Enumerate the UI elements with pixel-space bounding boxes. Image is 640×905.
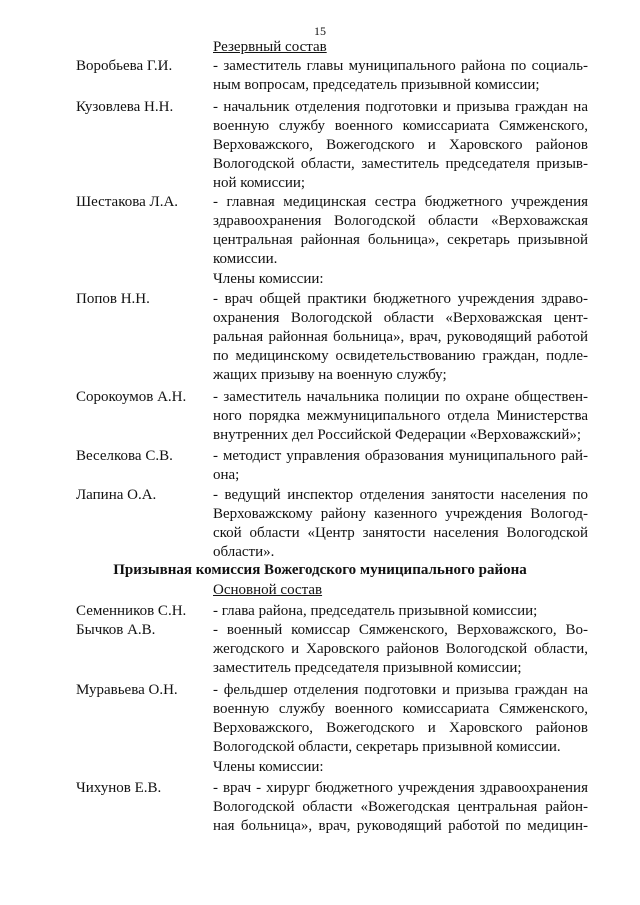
member-role-line: Верховажскому району казенного учреждения Вологод- — [213, 506, 588, 522]
member-role-line: внутренних дел Российской Федерации «Верховажский»; — [213, 427, 582, 443]
member-role-line: она; — [213, 467, 240, 483]
member-role-line: ная больница», врач, руководящий работой по медицин- — [213, 818, 588, 834]
member-role-line: - главная медицинская сестра бюджетного учреждения — [213, 194, 588, 210]
member-role-line: - заместитель начальника полиции по охране обществен- — [213, 389, 588, 405]
member-name: Муравьева О.Н. — [76, 682, 178, 698]
member-name: Кузовлева Н.Н. — [76, 99, 174, 115]
member-role-line: заместитель председателя призывной комиссии; — [213, 660, 522, 676]
member-name: Воробьева Г.И. — [76, 58, 173, 74]
member-role-line: - глава района, председатель призывной комиссии; — [213, 603, 538, 619]
reserve-composition-label: Резервный состав — [213, 39, 327, 55]
member-name: Чихунов Е.В. — [76, 780, 162, 796]
member-role-line: - ведущий инспектор отделения занятости населения по — [213, 487, 588, 503]
member-name: Лапина О.А. — [76, 487, 157, 503]
section-heading: Призывная комиссия Вожегодского муниципального района — [113, 562, 527, 578]
member-role-line: военную службу военного комиссариата Сямженского, — [213, 118, 588, 134]
member-role-line: - врач - хирург бюджетного учреждения здравоохранения — [213, 780, 588, 796]
member-role-line: ного порядка межмуниципального отдела Министерства — [213, 408, 588, 424]
member-role-line: - врач общей практики бюджетного учреждения здраво- — [213, 291, 588, 307]
member-name: Шестакова Л.А. — [76, 194, 179, 210]
member-role-line: - фельдшер отделения подготовки и призыва граждан на — [213, 682, 588, 698]
member-role-line: - заместитель главы муниципального района по социаль- — [213, 58, 588, 74]
member-role-line: ным вопросам, председатель призывной комиссии; — [213, 77, 540, 93]
member-role-line: Вологодской области, заместитель председателя призыв- — [213, 156, 588, 172]
member-role-line: жащих призыву на военную службу; — [213, 367, 447, 383]
member-role-line: ской области «Центр занятости населения Вологодской — [213, 525, 588, 541]
member-role-line: области». — [213, 544, 275, 560]
member-role-line: охранения Вологодской области «Верховажская цент- — [213, 310, 588, 326]
member-role-line: здравоохранения Вологодской области «Верховажская — [213, 213, 588, 229]
member-role-line: - методист управления образования муниципального рай- — [213, 448, 588, 464]
member-name: Бычков А.В. — [76, 622, 156, 638]
member-role-line: Верховажского, Вожегодского и Харовского районов — [213, 137, 588, 153]
member-role-line: по медицинскому освидетельствованию граждан, подле- — [213, 348, 588, 364]
members-label: Члены комиссии: — [213, 759, 324, 775]
member-role-line: Вологодской области «Вожегодская центральная район- — [213, 799, 588, 815]
member-role-line: Вологодской области, секретарь призывной комиссии. — [213, 739, 561, 755]
members-label: Члены комиссии: — [213, 271, 324, 287]
main-composition-label: Основной состав — [213, 582, 323, 598]
member-role-line: Верховажского, Вожегодского и Харовского районов — [213, 720, 588, 736]
member-role-line: ральная районная больница», врач, руководящий работой — [213, 329, 588, 345]
member-role-line: - военный комиссар Сямженского, Верховажского, Во- — [213, 622, 588, 638]
member-name: Попов Н.Н. — [76, 291, 150, 307]
member-role-line: военную службу военного комиссариата Сямженского, — [213, 701, 588, 717]
member-role-line: комиссии. — [213, 251, 278, 267]
member-role-line: жегодского и Харовского районов Вологодской области, — [213, 641, 588, 657]
page-number: 15 — [314, 24, 326, 38]
member-role-line: - начальник отделения подготовки и призыва граждан на — [213, 99, 588, 115]
member-name: Семенников С.Н. — [76, 603, 187, 619]
member-role-line: центральная районная больница», секретарь призывной — [213, 232, 588, 248]
member-name: Веселкова С.В. — [76, 448, 173, 464]
member-role-line: ной комиссии; — [213, 175, 306, 191]
member-name: Сорокоумов А.Н. — [76, 389, 187, 405]
